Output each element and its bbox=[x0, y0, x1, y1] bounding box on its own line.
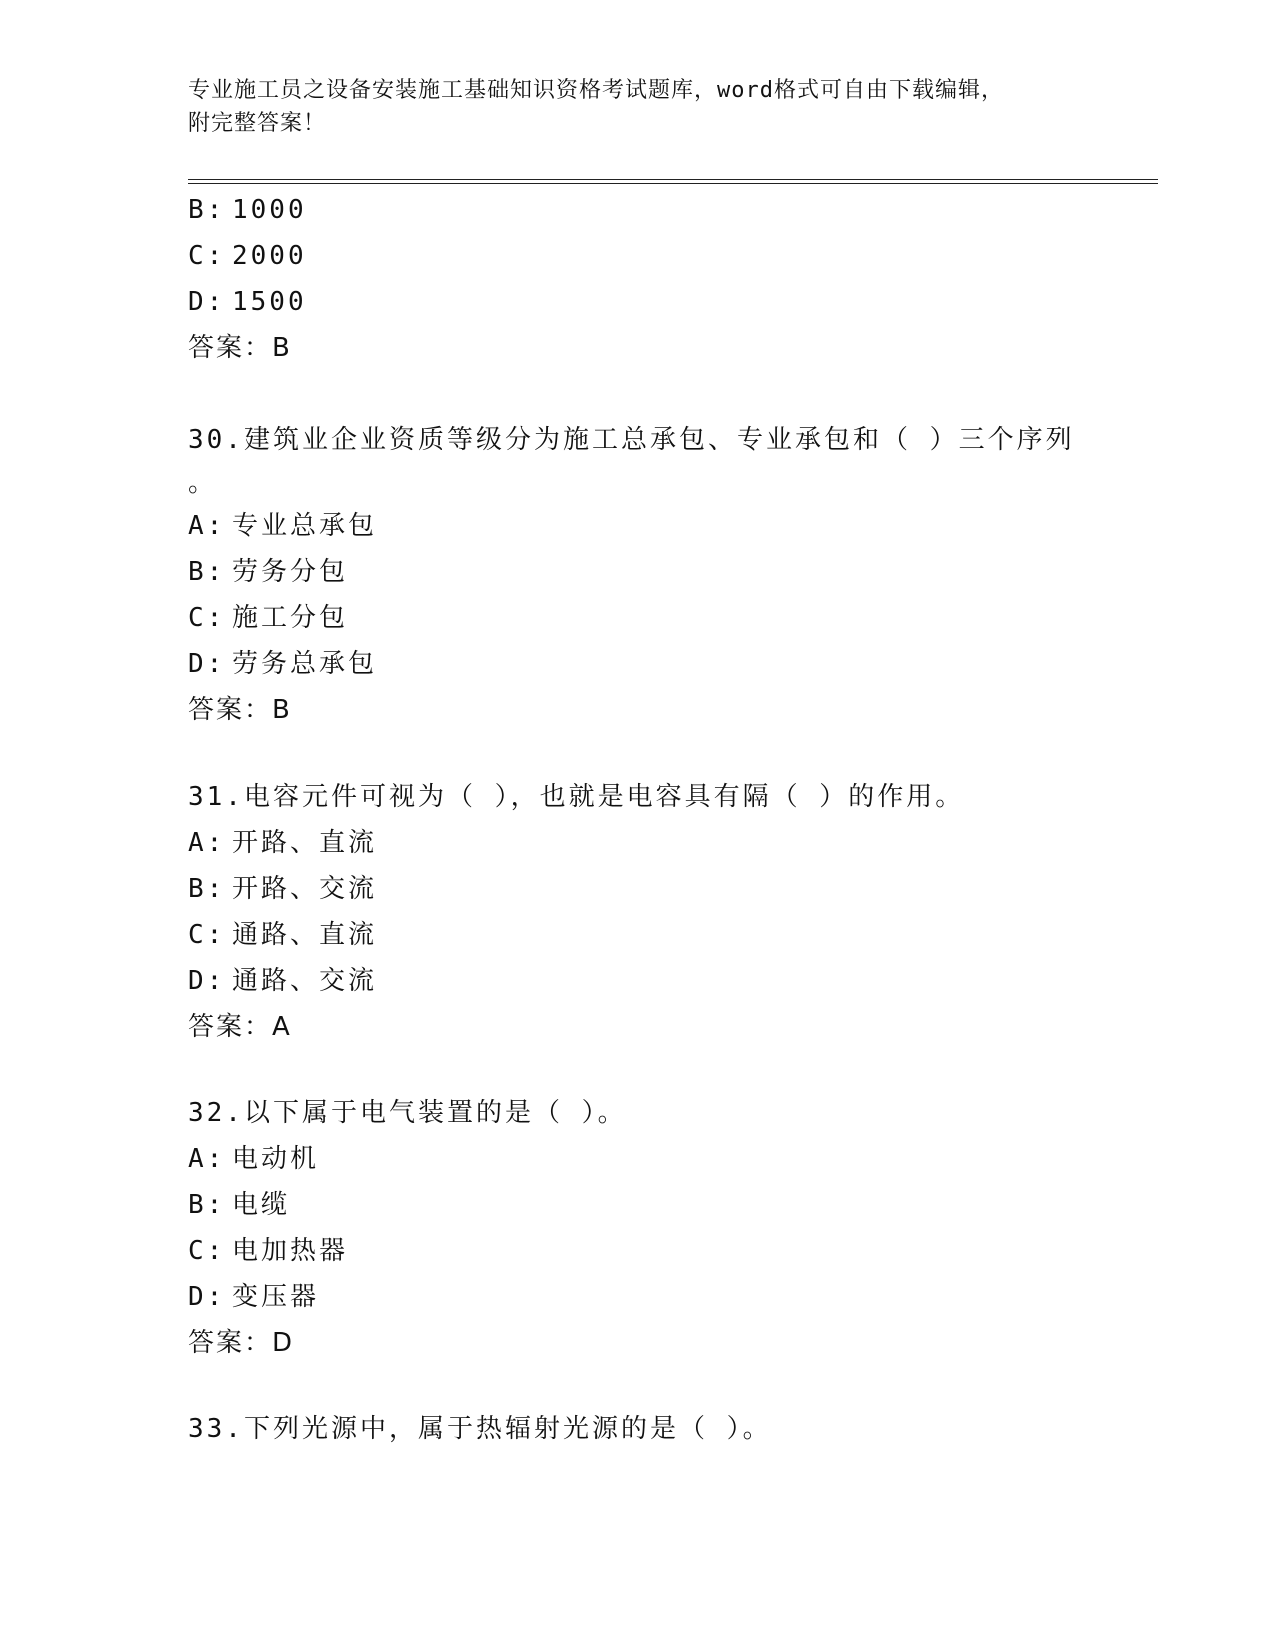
option-text: 1000 bbox=[232, 195, 307, 225]
answer-line: 答案：B bbox=[188, 333, 292, 363]
option-c bbox=[188, 233, 1088, 279]
option-text: 2000 bbox=[232, 241, 307, 271]
option-key: C: bbox=[188, 241, 226, 271]
question-30 bbox=[188, 417, 1088, 733]
option-a bbox=[188, 1136, 1088, 1182]
option-b bbox=[188, 1182, 1088, 1228]
question-33 bbox=[188, 1406, 1088, 1452]
question-text: 32.以下属于电气装置的是（ ）。 bbox=[188, 1098, 627, 1128]
option-text: 变压器 bbox=[232, 1282, 320, 1312]
question-text: 30.建筑业企业资质等级分为施工总承包、专业承包和（ ）三个序列 bbox=[188, 425, 1075, 455]
option-text: 开路、直流 bbox=[232, 828, 378, 858]
option-d bbox=[188, 641, 1088, 687]
option-key: B: bbox=[188, 557, 226, 587]
option-text: 电加热器 bbox=[232, 1236, 349, 1266]
option-text: 电动机 bbox=[232, 1144, 320, 1174]
option-b bbox=[188, 866, 1088, 912]
header-line-1: 专业施工员之设备安装施工基础知识资格考试题库，word格式可自由下载编辑， bbox=[188, 78, 1004, 103]
option-text: 施工分包 bbox=[232, 603, 349, 633]
option-text: 通路、直流 bbox=[232, 920, 378, 950]
option-b bbox=[188, 187, 1088, 233]
answer-line: 答案：A bbox=[188, 1012, 292, 1042]
option-key: A: bbox=[188, 1144, 226, 1174]
option-c bbox=[188, 1228, 1088, 1274]
header-divider-top bbox=[188, 179, 1158, 180]
option-a bbox=[188, 503, 1088, 549]
option-text: 劳务分包 bbox=[232, 557, 349, 587]
option-b bbox=[188, 549, 1088, 595]
option-text: 劳务总承包 bbox=[232, 649, 378, 679]
option-key: C: bbox=[188, 1236, 226, 1266]
option-text: 1500 bbox=[232, 287, 307, 317]
option-key: B: bbox=[188, 1190, 226, 1220]
option-key: A: bbox=[188, 828, 226, 858]
option-d bbox=[188, 958, 1088, 1004]
option-c bbox=[188, 912, 1088, 958]
answer-line: 答案：B bbox=[188, 695, 292, 725]
option-key: D: bbox=[188, 1282, 226, 1312]
option-d bbox=[188, 1274, 1088, 1320]
option-text: 专业总承包 bbox=[232, 511, 378, 541]
option-text: 通路、交流 bbox=[232, 966, 378, 996]
document-header bbox=[188, 74, 1068, 140]
option-key: C: bbox=[188, 920, 226, 950]
option-key: A: bbox=[188, 511, 226, 541]
option-key: B: bbox=[188, 195, 226, 225]
option-d bbox=[188, 279, 1088, 325]
option-text: 开路、交流 bbox=[232, 874, 378, 904]
question-31 bbox=[188, 774, 1088, 1050]
question-text-continued: 。 bbox=[188, 468, 218, 498]
question-29-continued bbox=[188, 187, 1088, 371]
answer-line: 答案：D bbox=[188, 1328, 295, 1358]
option-c bbox=[188, 595, 1088, 641]
option-key: D: bbox=[188, 287, 226, 317]
option-a bbox=[188, 820, 1088, 866]
option-key: B: bbox=[188, 874, 226, 904]
option-text: 电缆 bbox=[232, 1190, 291, 1220]
option-key: D: bbox=[188, 649, 226, 679]
question-text: 31.电容元件可视为（ ），也就是电容具有隔（ ）的作用。 bbox=[188, 782, 965, 812]
question-text: 33.下列光源中，属于热辐射光源的是（ ）。 bbox=[188, 1414, 772, 1444]
question-32 bbox=[188, 1090, 1088, 1366]
option-key: C: bbox=[188, 603, 226, 633]
header-line-2: 附完整答案！ bbox=[188, 111, 327, 136]
option-key: D: bbox=[188, 966, 226, 996]
header-divider-bottom bbox=[188, 183, 1158, 184]
